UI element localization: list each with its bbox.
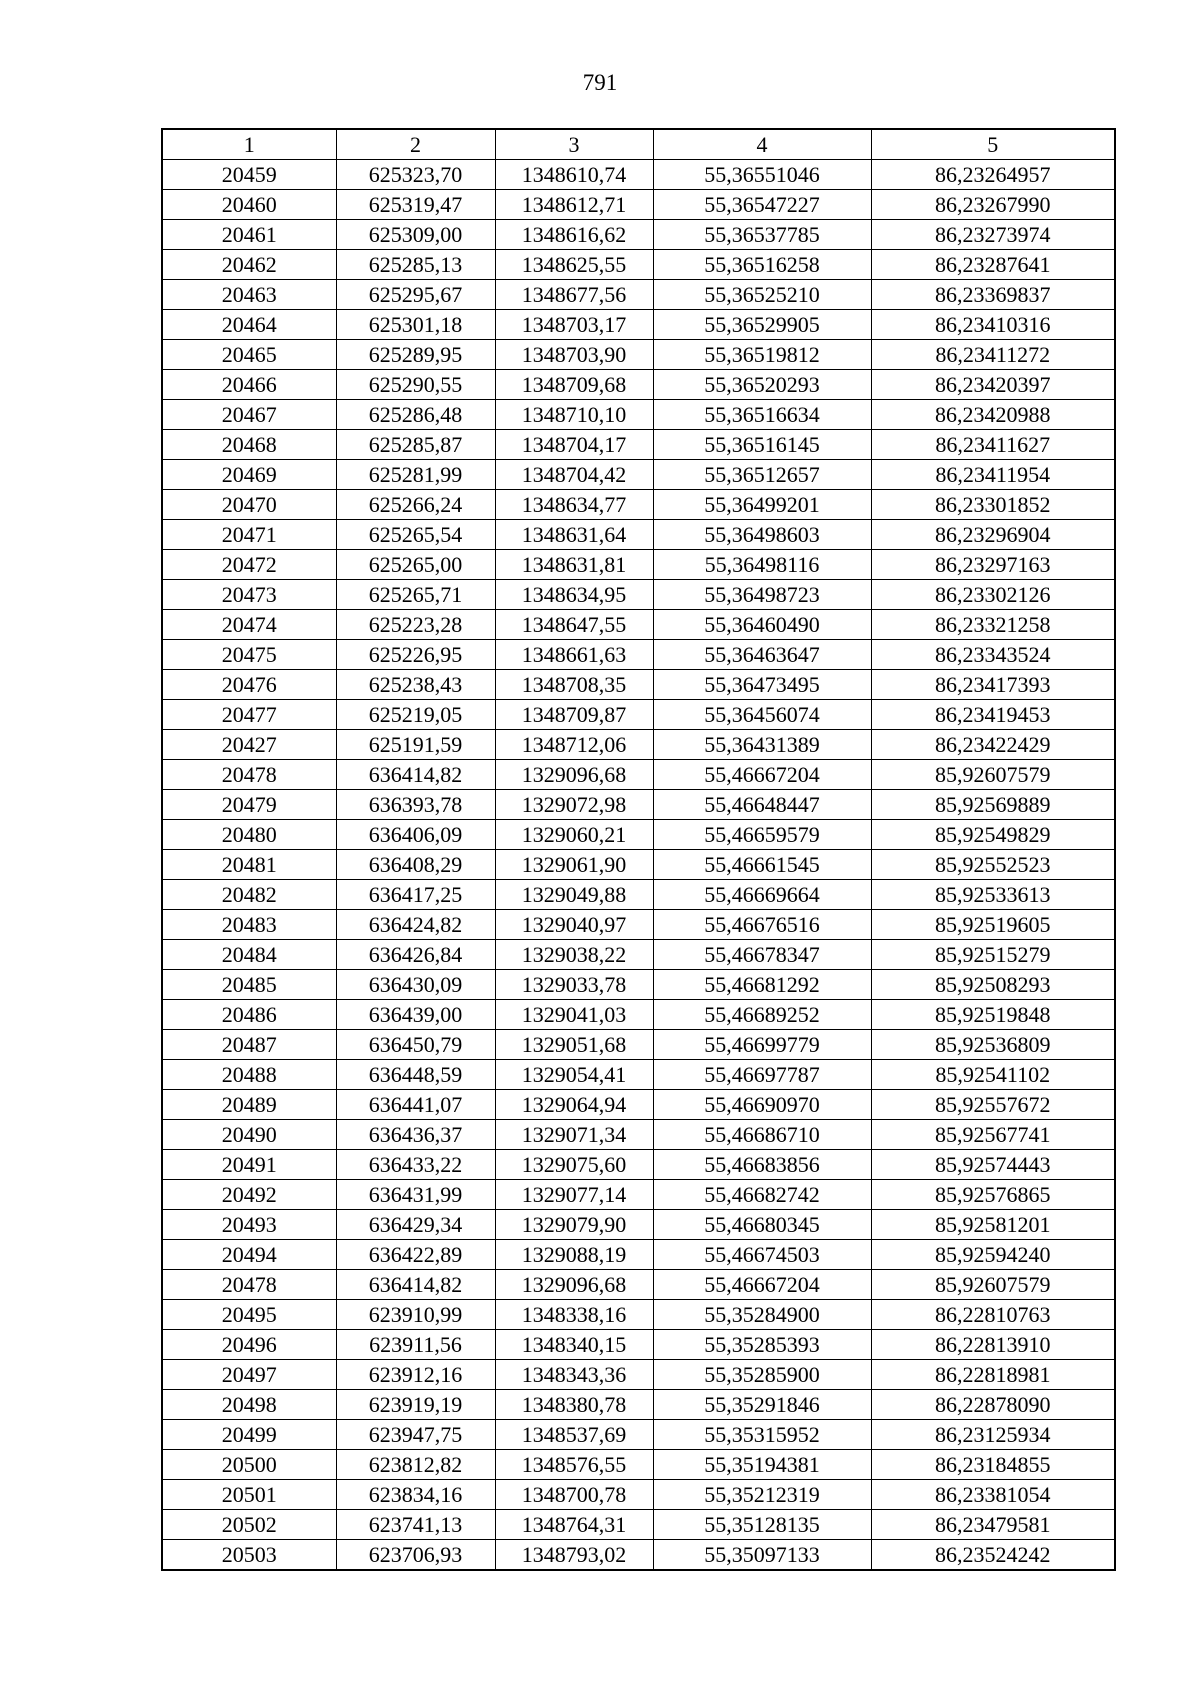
cell-coord-x: 636430,09 bbox=[336, 970, 495, 1000]
cell-latitude: 55,36473495 bbox=[653, 670, 871, 700]
cell-longitude: 86,23411627 bbox=[871, 430, 1115, 460]
cell-coord-y: 1329060,21 bbox=[495, 820, 653, 850]
cell-point-number: 20475 bbox=[162, 640, 336, 670]
cell-latitude: 55,36516634 bbox=[653, 400, 871, 430]
cell-latitude: 55,36499201 bbox=[653, 490, 871, 520]
cell-longitude: 86,23301852 bbox=[871, 490, 1115, 520]
cell-point-number: 20497 bbox=[162, 1360, 336, 1390]
cell-longitude: 85,92594240 bbox=[871, 1240, 1115, 1270]
cell-longitude: 85,92607579 bbox=[871, 1270, 1115, 1300]
cell-coord-y: 1329088,19 bbox=[495, 1240, 653, 1270]
cell-point-number: 20469 bbox=[162, 460, 336, 490]
cell-coord-x: 636426,84 bbox=[336, 940, 495, 970]
cell-latitude: 55,35291846 bbox=[653, 1390, 871, 1420]
cell-coord-y: 1329064,94 bbox=[495, 1090, 653, 1120]
cell-coord-y: 1348631,81 bbox=[495, 550, 653, 580]
cell-longitude: 86,22813910 bbox=[871, 1330, 1115, 1360]
table-row bbox=[162, 250, 1115, 280]
cell-longitude: 85,92519848 bbox=[871, 1000, 1115, 1030]
cell-coord-y: 1348634,95 bbox=[495, 580, 653, 610]
cell-latitude: 55,46667204 bbox=[653, 1270, 871, 1300]
cell-longitude: 86,23296904 bbox=[871, 520, 1115, 550]
cell-coord-x: 625281,99 bbox=[336, 460, 495, 490]
cell-latitude: 55,36431389 bbox=[653, 730, 871, 760]
cell-longitude: 85,92508293 bbox=[871, 970, 1115, 1000]
cell-coord-x: 623911,56 bbox=[336, 1330, 495, 1360]
cell-longitude: 86,22810763 bbox=[871, 1300, 1115, 1330]
table-row bbox=[162, 1270, 1115, 1300]
cell-coord-x: 625191,59 bbox=[336, 730, 495, 760]
cell-point-number: 20474 bbox=[162, 610, 336, 640]
cell-longitude: 86,23343524 bbox=[871, 640, 1115, 670]
cell-coord-x: 623741,13 bbox=[336, 1510, 495, 1540]
cell-coord-y: 1348764,31 bbox=[495, 1510, 653, 1540]
cell-point-number: 20481 bbox=[162, 850, 336, 880]
cell-longitude: 85,92574443 bbox=[871, 1150, 1115, 1180]
cell-point-number: 20463 bbox=[162, 280, 336, 310]
cell-point-number: 20478 bbox=[162, 760, 336, 790]
table-row bbox=[162, 940, 1115, 970]
table-row bbox=[162, 1120, 1115, 1150]
cell-latitude: 55,36537785 bbox=[653, 220, 871, 250]
cell-latitude: 55,46678347 bbox=[653, 940, 871, 970]
cell-latitude: 55,46690970 bbox=[653, 1090, 871, 1120]
cell-longitude: 86,23264957 bbox=[871, 160, 1115, 190]
cell-latitude: 55,36498116 bbox=[653, 550, 871, 580]
cell-coord-x: 625285,13 bbox=[336, 250, 495, 280]
table-row bbox=[162, 820, 1115, 850]
cell-latitude: 55,36512657 bbox=[653, 460, 871, 490]
cell-coord-y: 1329075,60 bbox=[495, 1150, 653, 1180]
cell-coord-y: 1329033,78 bbox=[495, 970, 653, 1000]
cell-latitude: 55,46648447 bbox=[653, 790, 871, 820]
table-row bbox=[162, 1240, 1115, 1270]
cell-point-number: 20461 bbox=[162, 220, 336, 250]
cell-coord-y: 1348380,78 bbox=[495, 1390, 653, 1420]
cell-point-number: 20489 bbox=[162, 1090, 336, 1120]
cell-coord-x: 625219,05 bbox=[336, 700, 495, 730]
cell-point-number: 20460 bbox=[162, 190, 336, 220]
cell-coord-x: 636408,29 bbox=[336, 850, 495, 880]
cell-coord-x: 625309,00 bbox=[336, 220, 495, 250]
cell-coord-x: 636431,99 bbox=[336, 1180, 495, 1210]
cell-latitude: 55,35284900 bbox=[653, 1300, 871, 1330]
cell-longitude: 86,23420988 bbox=[871, 400, 1115, 430]
cell-coord-y: 1348537,69 bbox=[495, 1420, 653, 1450]
cell-coord-x: 625285,87 bbox=[336, 430, 495, 460]
table-row bbox=[162, 1060, 1115, 1090]
cell-coord-y: 1348634,77 bbox=[495, 490, 653, 520]
cell-point-number: 20484 bbox=[162, 940, 336, 970]
cell-coord-y: 1348616,62 bbox=[495, 220, 653, 250]
cell-point-number: 20467 bbox=[162, 400, 336, 430]
cell-point-number: 20491 bbox=[162, 1150, 336, 1180]
table-row bbox=[162, 580, 1115, 610]
cell-coord-x: 625223,28 bbox=[336, 610, 495, 640]
cell-coord-x: 636448,59 bbox=[336, 1060, 495, 1090]
cell-latitude: 55,36456074 bbox=[653, 700, 871, 730]
cell-coord-x: 636441,07 bbox=[336, 1090, 495, 1120]
cell-latitude: 55,36460490 bbox=[653, 610, 871, 640]
cell-longitude: 86,23297163 bbox=[871, 550, 1115, 580]
cell-longitude: 85,92549829 bbox=[871, 820, 1115, 850]
cell-coord-y: 1329061,90 bbox=[495, 850, 653, 880]
cell-coord-y: 1348610,74 bbox=[495, 160, 653, 190]
cell-coord-x: 623834,16 bbox=[336, 1480, 495, 1510]
table-row bbox=[162, 700, 1115, 730]
cell-point-number: 20486 bbox=[162, 1000, 336, 1030]
cell-longitude: 85,92576865 bbox=[871, 1180, 1115, 1210]
header-col-5: 5 bbox=[871, 129, 1115, 160]
cell-point-number: 20464 bbox=[162, 310, 336, 340]
cell-point-number: 20493 bbox=[162, 1210, 336, 1240]
cell-coord-y: 1329040,97 bbox=[495, 910, 653, 940]
cell-latitude: 55,36519812 bbox=[653, 340, 871, 370]
header-col-2: 2 bbox=[336, 129, 495, 160]
table-row bbox=[162, 1510, 1115, 1540]
cell-latitude: 55,36551046 bbox=[653, 160, 871, 190]
cell-latitude: 55,35285393 bbox=[653, 1330, 871, 1360]
cell-coord-y: 1348700,78 bbox=[495, 1480, 653, 1510]
table-row bbox=[162, 1330, 1115, 1360]
cell-point-number: 20490 bbox=[162, 1120, 336, 1150]
cell-coord-x: 625289,95 bbox=[336, 340, 495, 370]
cell-coord-y: 1348647,55 bbox=[495, 610, 653, 640]
table-row bbox=[162, 160, 1115, 190]
table-row bbox=[162, 1480, 1115, 1510]
cell-coord-y: 1348661,63 bbox=[495, 640, 653, 670]
cell-coord-x: 625265,71 bbox=[336, 580, 495, 610]
cell-coord-y: 1348704,42 bbox=[495, 460, 653, 490]
cell-longitude: 85,92536809 bbox=[871, 1030, 1115, 1060]
cell-latitude: 55,35128135 bbox=[653, 1510, 871, 1540]
cell-coord-x: 636406,09 bbox=[336, 820, 495, 850]
cell-coord-y: 1348677,56 bbox=[495, 280, 653, 310]
cell-latitude: 55,46686710 bbox=[653, 1120, 871, 1150]
cell-longitude: 86,23381054 bbox=[871, 1480, 1115, 1510]
cell-point-number: 20487 bbox=[162, 1030, 336, 1060]
cell-latitude: 55,35097133 bbox=[653, 1540, 871, 1571]
cell-longitude: 86,23369837 bbox=[871, 280, 1115, 310]
cell-coord-x: 636433,22 bbox=[336, 1150, 495, 1180]
cell-coord-y: 1329096,68 bbox=[495, 760, 653, 790]
cell-point-number: 20466 bbox=[162, 370, 336, 400]
cell-longitude: 85,92541102 bbox=[871, 1060, 1115, 1090]
cell-coord-y: 1348709,87 bbox=[495, 700, 653, 730]
coordinates-table bbox=[161, 128, 1116, 1571]
table-row bbox=[162, 1450, 1115, 1480]
table-row bbox=[162, 1420, 1115, 1450]
cell-latitude: 55,36547227 bbox=[653, 190, 871, 220]
cell-coord-y: 1329071,34 bbox=[495, 1120, 653, 1150]
table-row bbox=[162, 370, 1115, 400]
table-row bbox=[162, 970, 1115, 1000]
cell-coord-x: 625323,70 bbox=[336, 160, 495, 190]
header-row bbox=[162, 129, 1115, 160]
cell-latitude: 55,35285900 bbox=[653, 1360, 871, 1390]
cell-coord-x: 636429,34 bbox=[336, 1210, 495, 1240]
cell-coord-y: 1348710,10 bbox=[495, 400, 653, 430]
cell-coord-x: 636450,79 bbox=[336, 1030, 495, 1060]
cell-longitude: 85,92567741 bbox=[871, 1120, 1115, 1150]
cell-coord-x: 625301,18 bbox=[336, 310, 495, 340]
cell-point-number: 20482 bbox=[162, 880, 336, 910]
cell-latitude: 55,36498723 bbox=[653, 580, 871, 610]
cell-latitude: 55,46680345 bbox=[653, 1210, 871, 1240]
cell-point-number: 20470 bbox=[162, 490, 336, 520]
cell-coord-x: 623706,93 bbox=[336, 1540, 495, 1571]
cell-longitude: 86,23267990 bbox=[871, 190, 1115, 220]
cell-coord-x: 625226,95 bbox=[336, 640, 495, 670]
table-row bbox=[162, 730, 1115, 760]
cell-coord-y: 1348343,36 bbox=[495, 1360, 653, 1390]
cell-longitude: 85,92557672 bbox=[871, 1090, 1115, 1120]
table-row bbox=[162, 1390, 1115, 1420]
cell-latitude: 55,46683856 bbox=[653, 1150, 871, 1180]
cell-point-number: 20477 bbox=[162, 700, 336, 730]
table-row bbox=[162, 280, 1115, 310]
table-row bbox=[162, 220, 1115, 250]
cell-latitude: 55,46681292 bbox=[653, 970, 871, 1000]
cell-latitude: 55,36516145 bbox=[653, 430, 871, 460]
cell-coord-x: 625286,48 bbox=[336, 400, 495, 430]
cell-latitude: 55,46682742 bbox=[653, 1180, 871, 1210]
cell-longitude: 86,23321258 bbox=[871, 610, 1115, 640]
cell-coord-x: 636417,25 bbox=[336, 880, 495, 910]
cell-longitude: 86,23287641 bbox=[871, 250, 1115, 280]
cell-latitude: 55,35212319 bbox=[653, 1480, 871, 1510]
cell-point-number: 20495 bbox=[162, 1300, 336, 1330]
table-row bbox=[162, 610, 1115, 640]
table-body bbox=[162, 160, 1115, 1571]
table-row bbox=[162, 1090, 1115, 1120]
cell-longitude: 86,23411272 bbox=[871, 340, 1115, 370]
cell-coord-x: 625266,24 bbox=[336, 490, 495, 520]
cell-coord-x: 625265,00 bbox=[336, 550, 495, 580]
table-row bbox=[162, 1180, 1115, 1210]
table-row bbox=[162, 1030, 1115, 1060]
cell-coord-y: 1348576,55 bbox=[495, 1450, 653, 1480]
cell-longitude: 86,23524242 bbox=[871, 1540, 1115, 1571]
table-row bbox=[162, 670, 1115, 700]
cell-coord-x: 636422,89 bbox=[336, 1240, 495, 1270]
cell-longitude: 86,23479581 bbox=[871, 1510, 1115, 1540]
table-row bbox=[162, 1360, 1115, 1390]
table-row bbox=[162, 790, 1115, 820]
cell-longitude: 86,23419453 bbox=[871, 700, 1115, 730]
cell-latitude: 55,35194381 bbox=[653, 1450, 871, 1480]
cell-coord-y: 1329072,98 bbox=[495, 790, 653, 820]
cell-coord-y: 1348340,15 bbox=[495, 1330, 653, 1360]
cell-coord-x: 623947,75 bbox=[336, 1420, 495, 1450]
cell-coord-y: 1348612,71 bbox=[495, 190, 653, 220]
cell-coord-y: 1348793,02 bbox=[495, 1540, 653, 1571]
cell-coord-x: 625295,67 bbox=[336, 280, 495, 310]
cell-coord-y: 1348338,16 bbox=[495, 1300, 653, 1330]
cell-point-number: 20471 bbox=[162, 520, 336, 550]
table-row bbox=[162, 190, 1115, 220]
cell-longitude: 86,23184855 bbox=[871, 1450, 1115, 1480]
cell-coord-x: 636414,82 bbox=[336, 1270, 495, 1300]
cell-point-number: 20496 bbox=[162, 1330, 336, 1360]
cell-coord-y: 1329049,88 bbox=[495, 880, 653, 910]
cell-coord-y: 1348709,68 bbox=[495, 370, 653, 400]
table-header bbox=[162, 129, 1115, 160]
cell-latitude: 55,46689252 bbox=[653, 1000, 871, 1030]
cell-longitude: 86,23125934 bbox=[871, 1420, 1115, 1450]
cell-latitude: 55,46697787 bbox=[653, 1060, 871, 1090]
cell-latitude: 55,46661545 bbox=[653, 850, 871, 880]
cell-longitude: 86,23417393 bbox=[871, 670, 1115, 700]
cell-latitude: 55,36525210 bbox=[653, 280, 871, 310]
cell-point-number: 20499 bbox=[162, 1420, 336, 1450]
cell-coord-y: 1329077,14 bbox=[495, 1180, 653, 1210]
header-col-4: 4 bbox=[653, 129, 871, 160]
cell-point-number: 20427 bbox=[162, 730, 336, 760]
cell-longitude: 86,23273974 bbox=[871, 220, 1115, 250]
cell-point-number: 20503 bbox=[162, 1540, 336, 1571]
cell-coord-y: 1348631,64 bbox=[495, 520, 653, 550]
cell-longitude: 86,23302126 bbox=[871, 580, 1115, 610]
cell-point-number: 20488 bbox=[162, 1060, 336, 1090]
cell-latitude: 55,46699779 bbox=[653, 1030, 871, 1060]
table-row bbox=[162, 1540, 1115, 1571]
cell-latitude: 55,36498603 bbox=[653, 520, 871, 550]
cell-longitude: 86,22878090 bbox=[871, 1390, 1115, 1420]
cell-coord-y: 1348703,90 bbox=[495, 340, 653, 370]
cell-point-number: 20468 bbox=[162, 430, 336, 460]
cell-longitude: 86,22818981 bbox=[871, 1360, 1115, 1390]
cell-longitude: 86,23422429 bbox=[871, 730, 1115, 760]
cell-point-number: 20478 bbox=[162, 1270, 336, 1300]
cell-coord-y: 1348708,35 bbox=[495, 670, 653, 700]
cell-point-number: 20483 bbox=[162, 910, 336, 940]
cell-longitude: 85,92569889 bbox=[871, 790, 1115, 820]
cell-coord-x: 625319,47 bbox=[336, 190, 495, 220]
table-row bbox=[162, 460, 1115, 490]
cell-coord-x: 625290,55 bbox=[336, 370, 495, 400]
cell-coord-y: 1348712,06 bbox=[495, 730, 653, 760]
table-row bbox=[162, 910, 1115, 940]
cell-latitude: 55,36529905 bbox=[653, 310, 871, 340]
cell-point-number: 20465 bbox=[162, 340, 336, 370]
cell-longitude: 86,23411954 bbox=[871, 460, 1115, 490]
table-row bbox=[162, 490, 1115, 520]
cell-point-number: 20472 bbox=[162, 550, 336, 580]
cell-coord-x: 623910,99 bbox=[336, 1300, 495, 1330]
cell-latitude: 55,46674503 bbox=[653, 1240, 871, 1270]
cell-point-number: 20500 bbox=[162, 1450, 336, 1480]
cell-point-number: 20485 bbox=[162, 970, 336, 1000]
cell-point-number: 20501 bbox=[162, 1480, 336, 1510]
cell-point-number: 20492 bbox=[162, 1180, 336, 1210]
table-row bbox=[162, 310, 1115, 340]
cell-coord-x: 636439,00 bbox=[336, 1000, 495, 1030]
header-col-1: 1 bbox=[162, 129, 336, 160]
cell-coord-x: 636414,82 bbox=[336, 760, 495, 790]
cell-coord-x: 636424,82 bbox=[336, 910, 495, 940]
cell-point-number: 20502 bbox=[162, 1510, 336, 1540]
header-col-3: 3 bbox=[495, 129, 653, 160]
cell-longitude: 85,92515279 bbox=[871, 940, 1115, 970]
cell-longitude: 86,23420397 bbox=[871, 370, 1115, 400]
table-row bbox=[162, 1000, 1115, 1030]
table-row bbox=[162, 1210, 1115, 1240]
cell-coord-x: 625238,43 bbox=[336, 670, 495, 700]
cell-coord-y: 1329038,22 bbox=[495, 940, 653, 970]
cell-latitude: 55,46659579 bbox=[653, 820, 871, 850]
cell-coord-y: 1348625,55 bbox=[495, 250, 653, 280]
cell-latitude: 55,36520293 bbox=[653, 370, 871, 400]
table-row bbox=[162, 520, 1115, 550]
cell-latitude: 55,36516258 bbox=[653, 250, 871, 280]
cell-latitude: 55,35315952 bbox=[653, 1420, 871, 1450]
cell-coord-x: 625265,54 bbox=[336, 520, 495, 550]
cell-latitude: 55,46667204 bbox=[653, 760, 871, 790]
cell-point-number: 20494 bbox=[162, 1240, 336, 1270]
cell-point-number: 20473 bbox=[162, 580, 336, 610]
cell-longitude: 85,92607579 bbox=[871, 760, 1115, 790]
cell-longitude: 86,23410316 bbox=[871, 310, 1115, 340]
cell-coord-y: 1329054,41 bbox=[495, 1060, 653, 1090]
cell-coord-y: 1329079,90 bbox=[495, 1210, 653, 1240]
cell-longitude: 85,92581201 bbox=[871, 1210, 1115, 1240]
table-row bbox=[162, 640, 1115, 670]
cell-latitude: 55,46676516 bbox=[653, 910, 871, 940]
cell-longitude: 85,92519605 bbox=[871, 910, 1115, 940]
cell-longitude: 85,92533613 bbox=[871, 880, 1115, 910]
table-row bbox=[162, 430, 1115, 460]
cell-longitude: 85,92552523 bbox=[871, 850, 1115, 880]
cell-latitude: 55,46669664 bbox=[653, 880, 871, 910]
table-row bbox=[162, 850, 1115, 880]
cell-latitude: 55,36463647 bbox=[653, 640, 871, 670]
cell-coord-y: 1348703,17 bbox=[495, 310, 653, 340]
cell-point-number: 20480 bbox=[162, 820, 336, 850]
cell-point-number: 20476 bbox=[162, 670, 336, 700]
table-row bbox=[162, 400, 1115, 430]
cell-point-number: 20479 bbox=[162, 790, 336, 820]
table-row bbox=[162, 880, 1115, 910]
table-row bbox=[162, 1300, 1115, 1330]
cell-coord-y: 1329096,68 bbox=[495, 1270, 653, 1300]
cell-coord-x: 636436,37 bbox=[336, 1120, 495, 1150]
table-row bbox=[162, 340, 1115, 370]
table-row bbox=[162, 1150, 1115, 1180]
cell-coord-x: 623919,19 bbox=[336, 1390, 495, 1420]
table-row bbox=[162, 550, 1115, 580]
cell-coord-x: 623912,16 bbox=[336, 1360, 495, 1390]
cell-point-number: 20459 bbox=[162, 160, 336, 190]
cell-point-number: 20498 bbox=[162, 1390, 336, 1420]
cell-coord-x: 623812,82 bbox=[336, 1450, 495, 1480]
page-number: 791 bbox=[582, 70, 618, 95]
cell-coord-x: 636393,78 bbox=[336, 790, 495, 820]
cell-coord-y: 1329041,03 bbox=[495, 1000, 653, 1030]
cell-coord-y: 1348704,17 bbox=[495, 430, 653, 460]
table-row bbox=[162, 760, 1115, 790]
cell-point-number: 20462 bbox=[162, 250, 336, 280]
cell-coord-y: 1329051,68 bbox=[495, 1030, 653, 1060]
